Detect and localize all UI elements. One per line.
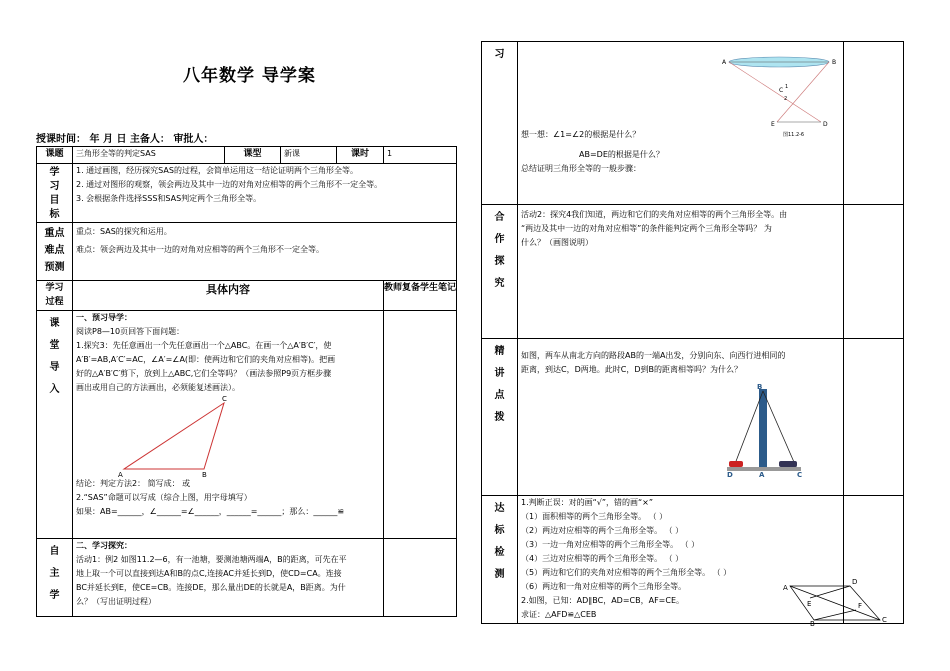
notes-cell <box>844 205 904 339</box>
para-label-b: B <box>810 620 815 626</box>
car-west <box>729 461 743 467</box>
line-bd <box>733 391 763 469</box>
self-line: 活动1：例2 如图11.2—6，有一池塘，要测池塘两端A，B的距离，可先在平 <box>76 555 347 564</box>
type-label: 课型 <box>225 147 281 164</box>
lecture-line: 如图，两车从南北方向的路段AB的一端A出发，分别向东、向西行进相同的 <box>521 351 786 360</box>
notes-cell <box>384 539 457 617</box>
test-label <box>482 496 518 624</box>
test-line: （5）两边和它们的夹角对应相等的两个三角形全等。 （ ） <box>521 568 732 577</box>
type-value: 新课 <box>281 147 337 164</box>
self-line: 地上取一个可以直接到达A和B的点C,连接AC并延长到D，使CD=CA。连接 <box>76 569 342 578</box>
road-label-c: C <box>797 471 803 477</box>
test-line: 求证：△AFD≌△CEB <box>521 610 597 619</box>
self-study-label <box>37 539 73 617</box>
para-label-e: E <box>807 600 812 608</box>
self-line: 二、学习探究： <box>76 541 132 550</box>
test-line: 2.如图，已知：AD∥BC，AD=CB，AF=CE。 <box>521 596 685 605</box>
practice-label: 习 <box>482 42 518 205</box>
fig-label-c: C <box>779 87 784 94</box>
label-c: C <box>222 395 227 403</box>
parallelogram-figure <box>780 576 890 626</box>
think-question-1: 想一想：∠1=∠2的根据是什么？ <box>521 130 641 139</box>
notes-header <box>384 281 457 311</box>
coop-content <box>518 205 844 339</box>
test-label-text: 达标检测 <box>494 503 505 580</box>
road-label-b: B <box>757 383 763 391</box>
lecture-content <box>518 339 844 496</box>
goals-label <box>37 164 73 223</box>
lecture-line: 距离，到达C，D两地。此时C，D到B的距离相等吗？为什么？ <box>521 365 742 374</box>
guide-line: 一、预习导学： <box>76 313 132 322</box>
fig-label-e: E <box>771 121 775 128</box>
sas-line: 2.“SAS”命题可以写成（综合上图，用字母填写） <box>76 493 252 502</box>
line-ad <box>729 62 821 122</box>
guide-label-text: 课堂导入 <box>49 318 60 395</box>
sas-fill-line: 如果：AB=______，∠______=∠______，______=______；那么：______≌ <box>76 507 345 516</box>
key-label-text: 重点难点预测 <box>44 228 65 273</box>
test-line: （1）面积相等的两个三角形全等。 （ ） <box>521 512 668 521</box>
coop-line: 活动2：探究4我们知道，两边和它们的夹角对应相等的两个三角形全等。由 <box>521 210 788 219</box>
key-label <box>37 223 73 281</box>
road-label-d: D <box>727 471 733 477</box>
segment-de <box>810 586 850 598</box>
content-header: 具体内容 <box>73 281 384 311</box>
goal-item: 1. 通过画图，经历探究SAS的过程，会简单运用这一结论证明两个三角形全等。 <box>76 166 358 175</box>
guide-label <box>37 311 73 539</box>
figure-caption: 图11.2-6 <box>783 132 805 138</box>
road-figure <box>521 381 841 477</box>
coop-line: 什么？（画图说明） <box>521 238 593 247</box>
test-line: （3）一边一角对应相等的两个三角形全等。 （ ） <box>521 540 700 549</box>
right-lesson-table <box>481 41 904 624</box>
topic-label: 课题 <box>37 147 73 164</box>
para-label-d: D <box>852 578 858 586</box>
lecture-label-text: 精讲点拨 <box>494 346 505 423</box>
document-title: 八年数学 导学案 <box>183 66 316 86</box>
coop-line: “两边及其中一边的对角对应相等”的条件能判定两个三角形全等吗？ 为 <box>521 224 772 233</box>
road-label-a: A <box>759 471 765 477</box>
fig-label-d: D <box>823 121 828 128</box>
coop-label-text: 合作探究 <box>494 212 505 289</box>
fig-label-b: B <box>832 59 837 66</box>
triangle-abc-figure <box>116 395 276 477</box>
test-content <box>518 496 887 626</box>
line-be <box>777 62 829 122</box>
summary-line: 总结证明三角形全等的一般步骤： <box>521 164 641 173</box>
guide-line: 阅读P8—10页回答下面问题： <box>76 327 185 336</box>
guide-content <box>73 311 384 539</box>
para-label-f: F <box>858 602 863 610</box>
line-bc <box>763 391 797 469</box>
self-study-label-text: 自主学 <box>49 546 60 601</box>
segment-bf <box>814 610 856 620</box>
process-label-text: 学习过程 <box>45 283 64 307</box>
self-line: BC并延长到E，使CE=CB。连接DE，那么量出DE的长就是A，B距离。为什 <box>76 583 346 592</box>
notes-cell <box>844 42 904 205</box>
self-study-content <box>73 539 384 617</box>
test-line: （2）两边对应相等的两个三角形全等。 （ ） <box>521 526 684 535</box>
guide-line: 画出或用自己的方法画出，必须能复述画法）。 <box>76 383 240 392</box>
conclusion-line: 结论：判定方法2： 简写成： 或 <box>76 479 191 488</box>
lesson-meta: 授课时间： 年 月 日 主备人： 审批人： <box>36 134 214 145</box>
notes-header-text: 教师复备学生笔记 <box>384 283 457 293</box>
test-line: 1.判断正误：对的画“√”，错的画“×” <box>521 498 654 507</box>
topic-value: 三角形全等的判定SAS <box>73 147 225 164</box>
goals-label-text: 学习目标 <box>49 167 60 220</box>
guide-line: A′B′=AB,A′C′=AC，∠A′=∠A(即：使两边和它们的夹角对应相等)。把画 <box>76 355 336 364</box>
key-point: 重点：SAS的探究和运用。 <box>76 227 172 236</box>
lecture-label <box>482 339 518 496</box>
label-b: B <box>202 471 207 477</box>
process-label <box>37 281 73 311</box>
self-line: 么？（写出证明过程） <box>76 597 156 606</box>
hours-label: 课时 <box>337 147 384 164</box>
label-a: A <box>118 471 123 477</box>
guide-line: 好的△A′B′C′剪下，放到上△ABC,它们全等吗？（画法参照P9页方框步骤 <box>76 369 332 378</box>
road-pole <box>759 389 767 471</box>
left-lesson-table <box>36 146 457 617</box>
guide-line: 1.探究3：先任意画出一个先任意画出一个△ABC。在画一个△A′B′C′，使 <box>76 341 332 350</box>
goal-item: 2. 通过对图形的观察，领会两边及其中一边的对角对应相等的两个三角形不一定全等。 <box>76 180 383 189</box>
notes-cell <box>844 339 904 496</box>
think-question-2: AB=DE的根据是什么？ <box>579 150 664 159</box>
hours-value: 1 <box>384 147 457 164</box>
goal-item: 3. 会根据条件选择SSS和SAS判定两个三角形全等。 <box>76 194 262 203</box>
coop-label <box>482 205 518 339</box>
key-points <box>73 223 457 281</box>
pond-figure <box>521 42 841 128</box>
practice-content <box>518 42 844 205</box>
goals-list <box>73 164 457 223</box>
para-label-a: A <box>783 584 788 592</box>
para-label-c: C <box>882 616 887 624</box>
test-line: （4）三边对应相等的两个三角形全等。 （ ） <box>521 554 684 563</box>
difficult-point: 难点：领会两边及其中一边的对角对应相等的两个三角形不一定全等。 <box>76 245 324 254</box>
triangle-abc <box>124 403 224 469</box>
fig-label-1: 1 <box>785 84 789 90</box>
car-east <box>779 461 797 467</box>
notes-cell <box>384 311 457 539</box>
fig-label-2: 2 <box>784 96 788 102</box>
test-line: （6）两边和一角对应相等的两个三角形全等。 <box>521 582 687 591</box>
fig-label-a: A <box>722 59 727 66</box>
